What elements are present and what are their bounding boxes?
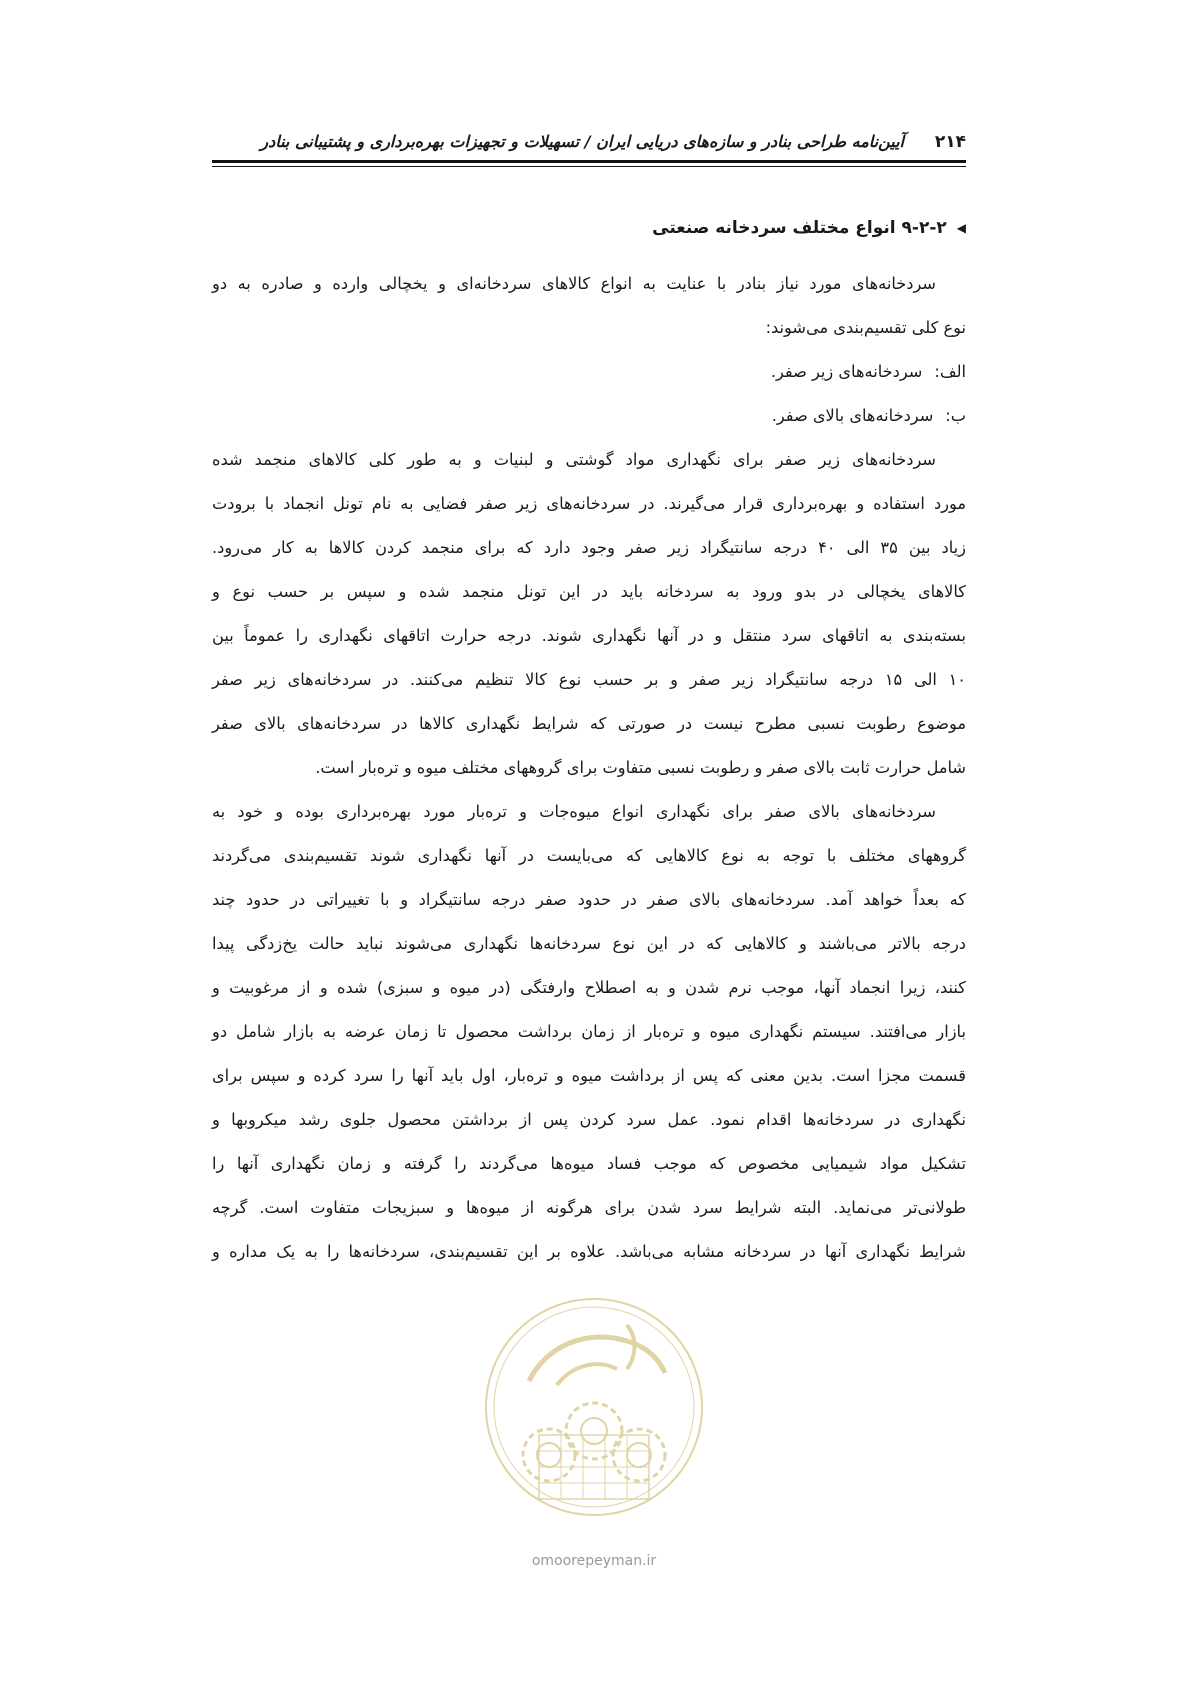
header-rule-thin <box>212 166 966 167</box>
paragraph-line: درجه بالاتر می‌باشند و کالاهایی که در این نوع سردخانه‌ها نگهداری می‌شوند نباید حالت یخ‌زدگی پیدا <box>212 934 966 953</box>
paragraph-line: تشکیل مواد شیمیایی مخصوص که موجب فساد میوه‌ها می‌گردند را گرفته و زمان نگهداری آنها را <box>212 1154 966 1173</box>
paragraph-line: نوع کلی تقسیم‌بندی می‌شوند: <box>765 318 966 337</box>
paragraph-line: شامل حرارت ثابت بالای صفر و رطوبت نسبی متفاوت برای گروههای مختلف میوه و تره‌بار است. <box>315 758 966 777</box>
list-item-label: الف: <box>934 362 966 381</box>
section-heading-text: ۹-۲-۲ انواع مختلف سردخانه صنعتی <box>652 218 947 238</box>
paragraph-line: گروههای مختلف با توجه به نوع کالاهایی که می‌بایست در آنها نگهداری شوند تقسیم‌بندی می‌گردند <box>212 846 966 865</box>
list-item-text: سردخانه‌های بالای صفر. <box>771 406 934 425</box>
running-header <box>212 128 966 158</box>
watermark-website: omoorepeyman.ir <box>531 1553 657 1569</box>
paragraph-line: بازار می‌افتند. سیستم نگهداری میوه و تره‌بار از زمان برداشت محصول تا زمان عرضه به بازار شامل دو <box>212 1022 966 1041</box>
paragraph-line: طولانی‌تر می‌نماید. البته شرایط سرد شدن برای هرگونه از میوه‌ها و سبزیجات متفاوت است. گرچه <box>212 1198 966 1217</box>
list-item <box>212 350 966 394</box>
paragraph-line: سردخانه‌های بالای صفر برای نگهداری انواع میوه‌جات و تره‌بار مورد بهره‌برداری بوده و خود به <box>212 802 936 821</box>
paragraph-line: نگهداری در سردخانه‌ها اقدام نمود. عمل سرد کردن پس از برداشتن محصول جلوی رشد میکروبها و <box>212 1110 966 1129</box>
section-heading <box>652 218 966 238</box>
list-item-label: ب: <box>945 406 966 425</box>
paragraph-line: کالاهای یخچالی در بدو ورود به سردخانه باید در این تونل منجمد شده و سپس بر حسب نوع و <box>212 582 966 601</box>
list-item-text: سردخانه‌های زیر صفر. <box>770 362 923 381</box>
paragraph-line: موضوع رطوبت نسبی مطرح نیست در صورتی که شرایط نگهداری کالاها در سردخانه‌های بالای صفر <box>212 714 966 733</box>
paragraph-line: زیاد بین ۳۵ الی ۴۰ درجه سانتیگراد زیر صفر وجود دارد که برای منجمد کردن کالاها به کار می‌رود. <box>212 538 966 557</box>
body-text <box>212 262 966 1274</box>
paragraph-line: قسمت مجزا است. بدین معنی که پس از برداشت میوه و تره‌بار، اول باید آنها را سرد کرده و سپس برای <box>212 1066 966 1085</box>
triangle-bullet-icon: ◀ <box>956 221 966 235</box>
paragraph-line: ۱۰ الی ۱۵ درجه سانتیگراد زیر صفر و بر حسب نوع کالا تنظیم می‌کنند. در سردخانه‌های زیر صفر <box>212 670 966 689</box>
paragraph-line: سردخانه‌های مورد نیاز بنادر با عنایت به انواع کالاهای سردخانه‌ای و یخچالی وارده و صادره به دو <box>212 274 936 293</box>
watermark-logo <box>477 1285 711 1549</box>
header-rule-thick <box>212 160 966 163</box>
paragraph-line: بسته‌بندی به اتاقهای سرد منتقل و در آنها نگهداری شوند. درجه حرارت اتاقهای نگهداری را عموماً بین <box>212 626 966 645</box>
seal-logo-icon <box>477 1285 711 1549</box>
paragraph-line: مورد استفاده و بهره‌برداری قرار می‌گیرند. در سردخانه‌های زیر صفر فضایی به نام تونل انجماد با برودت <box>212 494 966 513</box>
page-number: ۲۱۴ <box>934 132 966 152</box>
paragraph-line: کنند، زیرا انجماد آنها، موجب نرم شدن و به اصطلاح وارفتگی (در میوه و سبزی) شده و از مرغوبیت و <box>212 978 966 997</box>
paragraph-line: شرایط نگهداری آنها در سردخانه مشابه می‌باشد. علاوه بر این تقسیم‌بندی، سردخانه‌ها را به یک مداره و <box>212 1242 966 1261</box>
paragraph-line: سردخانه‌های زیر صفر برای نگهداری مواد گوشتی و لبنیات و به طور کلی کالاهای منجمد شده <box>212 450 936 469</box>
paragraph-line: که بعداً خواهد آمد. سردخانه‌های بالای صفر در حدود صفر درجه سانتیگراد و با تغییراتی در حدود چند <box>212 890 966 909</box>
running-header-title: آیین‌نامه طراحی بنادر و سازه‌های دریایی ایران / تسهیلات و تجهیزات بهره‌برداری و پشتیبانی بنادر <box>260 132 904 151</box>
list-item <box>212 394 966 438</box>
